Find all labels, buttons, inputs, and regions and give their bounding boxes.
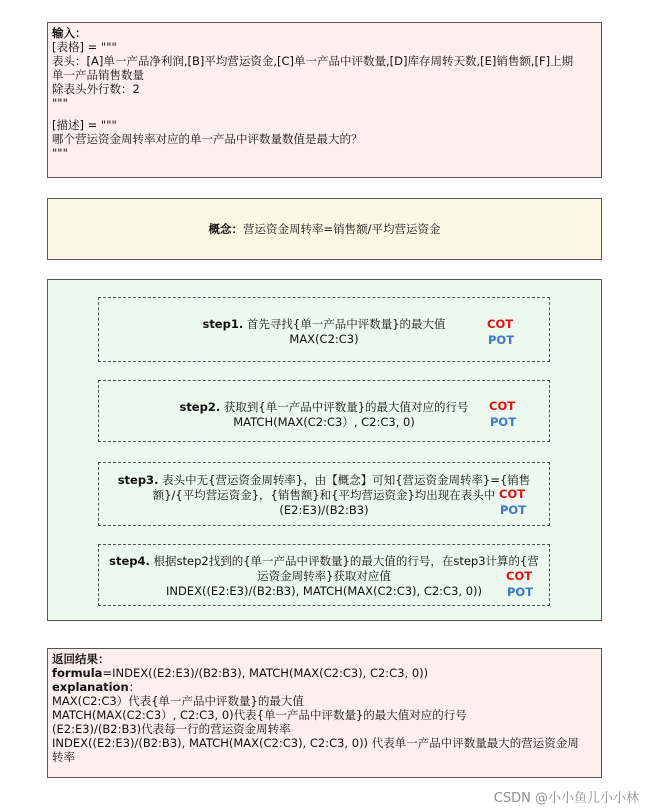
table-close: """ bbox=[52, 96, 68, 110]
result-box bbox=[47, 648, 602, 778]
step-1-line1: step1. 首先寻找{单一产品中评数量}的最大值 bbox=[202, 317, 446, 331]
step-3-line2: 额}/{平均营运资金}，{销售额}和{平均营运资金}均出现在表头中 bbox=[152, 488, 496, 502]
table-open: [表格] = """ bbox=[52, 40, 117, 54]
step-4-formula: INDEX((E2:E3)/(B2:B3), MATCH(MAX(C2:C3), C2:C3, 0)) bbox=[165, 584, 483, 598]
row-count-line: 除表头外行数：2 bbox=[52, 82, 140, 96]
explanation-item-3: (E2:E3)/(B2:B3)代表每一行的营运资金周转率 bbox=[52, 722, 291, 736]
concept-label: 概念： bbox=[208, 222, 243, 236]
step-1-box bbox=[98, 297, 550, 362]
step-2-label: step2. bbox=[179, 400, 221, 414]
step-4-pot-tag: POT bbox=[507, 585, 534, 599]
explanation-item-2: MATCH(MAX(C2:C3）, C2:C3, 0)代表{单一产品中评数量}的最大值对应的行号 bbox=[52, 708, 467, 722]
step-4-label: step4. bbox=[109, 554, 150, 568]
explanation-item-5: 转率 bbox=[52, 750, 75, 764]
table-header-line-cont: 单一产品销售数量 bbox=[52, 68, 144, 82]
step-3-pot-tag: POT bbox=[500, 503, 527, 517]
step-2-cot-tag: COT bbox=[489, 399, 516, 413]
formula-value: =INDEX((E2:E3)/(B2:B3), MATCH(MAX(C2:C3), C2:C3, 0)) bbox=[102, 666, 429, 680]
desc-close: """ bbox=[52, 146, 68, 160]
watermark: CSDN @小小鱼儿小小林 bbox=[493, 791, 639, 806]
step-2-pot-tag: POT bbox=[490, 415, 517, 429]
explanation-item-4: INDEX((E2:E3)/(B2:B3), MATCH(MAX(C2:C3), C2:C3, 0)) 代表单一产品中评数量最大的营运资金周 bbox=[52, 736, 579, 750]
step-4-cot-tag: COT bbox=[506, 569, 533, 583]
formula-line bbox=[52, 666, 597, 680]
step-1-label: step1. bbox=[202, 317, 244, 331]
step-2-formula: MATCH(MAX(C2:C3）, C2:C3, 0) bbox=[233, 415, 415, 429]
step-1-formula: MAX(C2:C3) bbox=[289, 332, 359, 346]
explanation-item-1: MAX(C2:C3）代表{单一产品中评数量}的最大值 bbox=[52, 694, 304, 708]
input-box bbox=[47, 22, 602, 178]
step-3-line1: step3. 表头中无{营运资金周转率}，由【概念】可知{营运资金周转率}={销售 bbox=[117, 473, 531, 487]
formula-label: formula bbox=[52, 666, 103, 680]
explanation-line: explanation： bbox=[52, 680, 141, 694]
step-4-line2: 运资金周转率}获取对应值 bbox=[257, 569, 391, 583]
input-heading: 输入： bbox=[52, 26, 87, 40]
concept-text: 营运资金周转率=销售额/平均营运资金 bbox=[242, 222, 441, 236]
step-4-line1: step4. 根据step2找到的{单一产品中评数量}的最大值的行号，在step3计算的{营 bbox=[109, 554, 539, 568]
step-3-formula: (E2:E3)/(B2:B3) bbox=[279, 503, 369, 517]
desc-question: 哪个营运资金周转率对应的单一产品中评数量数值是最大的？ bbox=[52, 132, 363, 146]
step-4-box bbox=[98, 544, 550, 606]
step-3-box bbox=[98, 462, 550, 526]
result-heading: 返回结果： bbox=[52, 652, 110, 666]
step-1-pot-tag: POT bbox=[488, 333, 515, 347]
explanation-label: explanation bbox=[52, 680, 129, 694]
desc-open: [描述] = """ bbox=[52, 118, 117, 132]
step-3-label: step3. bbox=[117, 473, 159, 487]
step-2-line1: step2. 获取到{单一产品中评数量}的最大值对应的行号 bbox=[179, 400, 469, 414]
table-header-line: 表头：[A]单一产品净利润,[B]平均营运资金,[C]单一产品中评数量,[D]库存周转天数,[E]销售额,[F]上期 bbox=[52, 54, 574, 68]
concept-box bbox=[47, 198, 602, 260]
step-2-box bbox=[98, 380, 550, 442]
step-1-cot-tag: COT bbox=[487, 317, 514, 331]
step-3-cot-tag: COT bbox=[499, 487, 526, 501]
